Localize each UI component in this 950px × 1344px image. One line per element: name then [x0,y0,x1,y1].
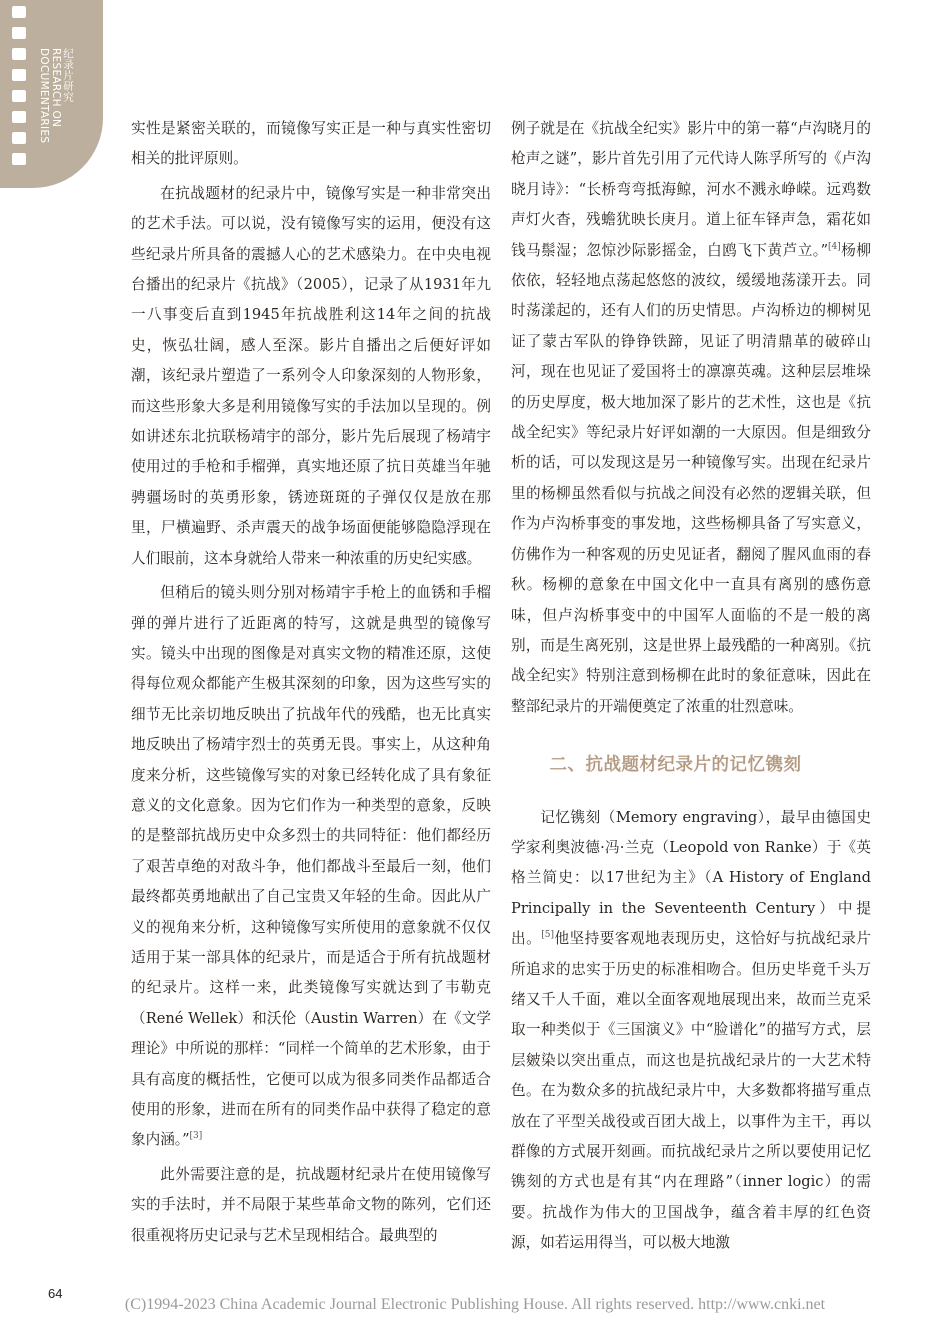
citation-ref: [4] [828,241,841,252]
left-column [131,114,491,1251]
citation-ref: [3] [189,1131,203,1142]
paragraph [511,803,871,1259]
paragraph [131,578,491,1156]
paragraph-text: 记忆镌刻（Memory engraving），最早由德国史学家利奥波德·冯·兰克（Leopold von Ranke）于《英格兰简史：以17世纪为主》（A History of England Principally in the Seventeenth Century）中提出。 [511,808,871,948]
citation-ref: [5] [541,930,554,941]
section-tag-cn: 纪录片研究 [62,48,74,102]
paragraph: 实性是紧密关联的，而镜像写实正是一种与真实性密切相关的批评原则。 [131,120,491,168]
film-perforations [12,6,26,174]
paragraph: 此外需要注意的是，抗战题材纪录片在使用镜像写实的手法时，并不局限于某些革命文物的陈列，它们还很重视将历史记录与艺术呈现相结合。最典型的 [131,1165,491,1244]
page-number: 64 [48,1286,63,1301]
section-tag-en-1: RESEARCH ON [50,48,62,128]
section-heading: 二、抗战题材纪录片的记忆镌刻 [549,755,802,776]
paragraph-text: 但稍后的镜头则分别对杨靖宇手枪上的血锈和手榴弹的弹片进行了近距离的特写，这就是典型的镜像写实。镜头中出现的图像是对真实文物的精准还原，这使得每位观众都能产生极其深刻的印象，因为这些写实的细节无比亲切地反映出了抗战年代的残酷，也无比真实地反映出了杨靖宇烈士的英勇无畏。事实上，从这种角度来分析，这些镜像写实的对象已经转化成了具有象征意义的文化意象。因为它们作为一种类型的意象，反映的是整部抗战历史中众多烈士的共同特征：他们都经历了艰苦卓绝的对敌斗争，他们都战斗至最后一刻，他们最终都英勇地献出了自己宝贵又年轻的生命。因此从广义的视角来分析，这种镜像写实所使用的意象就不仅仅适用于某一部具体的纪录片，而是适合于所有抗战题材的纪录片。这样一来，此类镜像写实就达到了韦勒克（René Wellek）和沃伦（Austin Warren）在《文学理论》中所说的那样：“同样一个简单的艺术形象，由于具有高度的概括性，它便可以成为很多同类作品都适合使用的形象，进而在所有的同类作品中获得了稳定的意象内涵。” [131,584,491,1149]
paragraph-text: 杨柳依依，轻轻地点荡起悠悠的波纹，缓缓地荡漾开去。同时荡漾起的，还有人们的历史情思。卢沟桥边的柳树见证了蒙古军队的铮铮铁蹄，见证了明清鼎革的破碎山河，现在也见证了爱国将士的凛凛英魂。这种层层堆垛的历史厚度，极大地加深了影片的艺术性，这也是《抗战全纪实》等纪录片好评如潮的一大原因。但是细致分析的话，可以发现这是另一种镜像写实。出现在纪录片里的杨柳虽然看似与抗战之间没有必然的逻辑关联，但作为卢沟桥事变的事发地，这些杨柳具备了写实意义，仿佛作为一种客观的历史见证者，翻阅了腥风血雨的春秋。杨柳的意象在中国文化中一直具有离别的感伤意味，但卢沟桥事变中的中国军人面临的不是一般的离别，而是生离死别，这是世界上最残酷的一种离别。《抗战全纪实》特别注意到杨柳在此时的象征意味，因此在整部纪录片的开端便奠定了浓重的壮烈意味。 [511,241,871,715]
section-tag-en-2: DOCUMENTARIES [38,48,50,144]
paragraph [511,114,871,722]
right-column [511,114,871,1259]
copyright-footer: (C)1994-2023 China Academic Journal Electronic Publishing House. All rights reserved. http://www.cnki.net [124,1296,826,1313]
paragraph-text: 例子就是在《抗战全纪实》影片中的第一幕“卢沟晓月的枪声之谜”，影片首先引用了元代诗人陈孚所写的《卢沟晓月诗》：“长桥弯弯抵海鲸，河水不溅永峥嵘。远鸡数声灯火杳，残蟾犹映长庚月。道上征车铎声急，霜花如钱马鬃湿；忽惊沙际影摇金，白鸥飞下黄芦立。” [511,120,871,259]
paragraph-text: 他坚持要客观地表现历史，这恰好与抗战纪录片所追求的忠实于历史的标准相吻合。但历史毕竟千头万绪又千人千面，难以全面客观地展现出来，故而兰克采取一种类似于《三国演义》中“脸谱化”的描写方式，层层皴染以突出重点，而这也是抗战纪录片的一大艺术特色。在为数众多的抗战纪录片中，大多数都将描写重点放在了平型关战役或百团大战上，以事件为主干，再以群像的方式展开刻画。而抗战纪录片之所以要使用记忆镌刻的方式也是有其“内在理路”（inner logic）的需要。抗战作为伟大的卫国战争，蕴含着丰厚的红色资源，如若运用得当，可以极大地激 [511,930,871,1252]
paragraph: 在抗战题材的纪录片中，镜像写实是一种非常突出的艺术手法。可以说，没有镜像写实的运用，便没有这些纪录片所具备的震撼人心的艺术感染力。在中央电视台播出的纪录片《抗战》（2005），记录了从1931年九一八事变后直到1945年抗战胜利这14年之间的抗战史，恢弘壮阔，感人至深。影片自播出之后便好评如潮，该纪录片塑造了一系列令人印象深刻的人物形象，而这些形象大多是利用镜像写实的手法加以呈现的。例如讲述东北抗联杨靖宇的部分，影片先后展现了杨靖宇使用过的手枪和手榴弹，真实地还原了抗日英雄当年驰骋疆场时的英勇形象，锈迹斑斑的子弹仅仅是放在那里，尸横遍野、杀声震天的战争场面便能够隐隐浮现在人们眼前，这本身就给人带来一种浓重的历史纪实感。 [131,184,491,567]
section-tag [38,48,74,143]
